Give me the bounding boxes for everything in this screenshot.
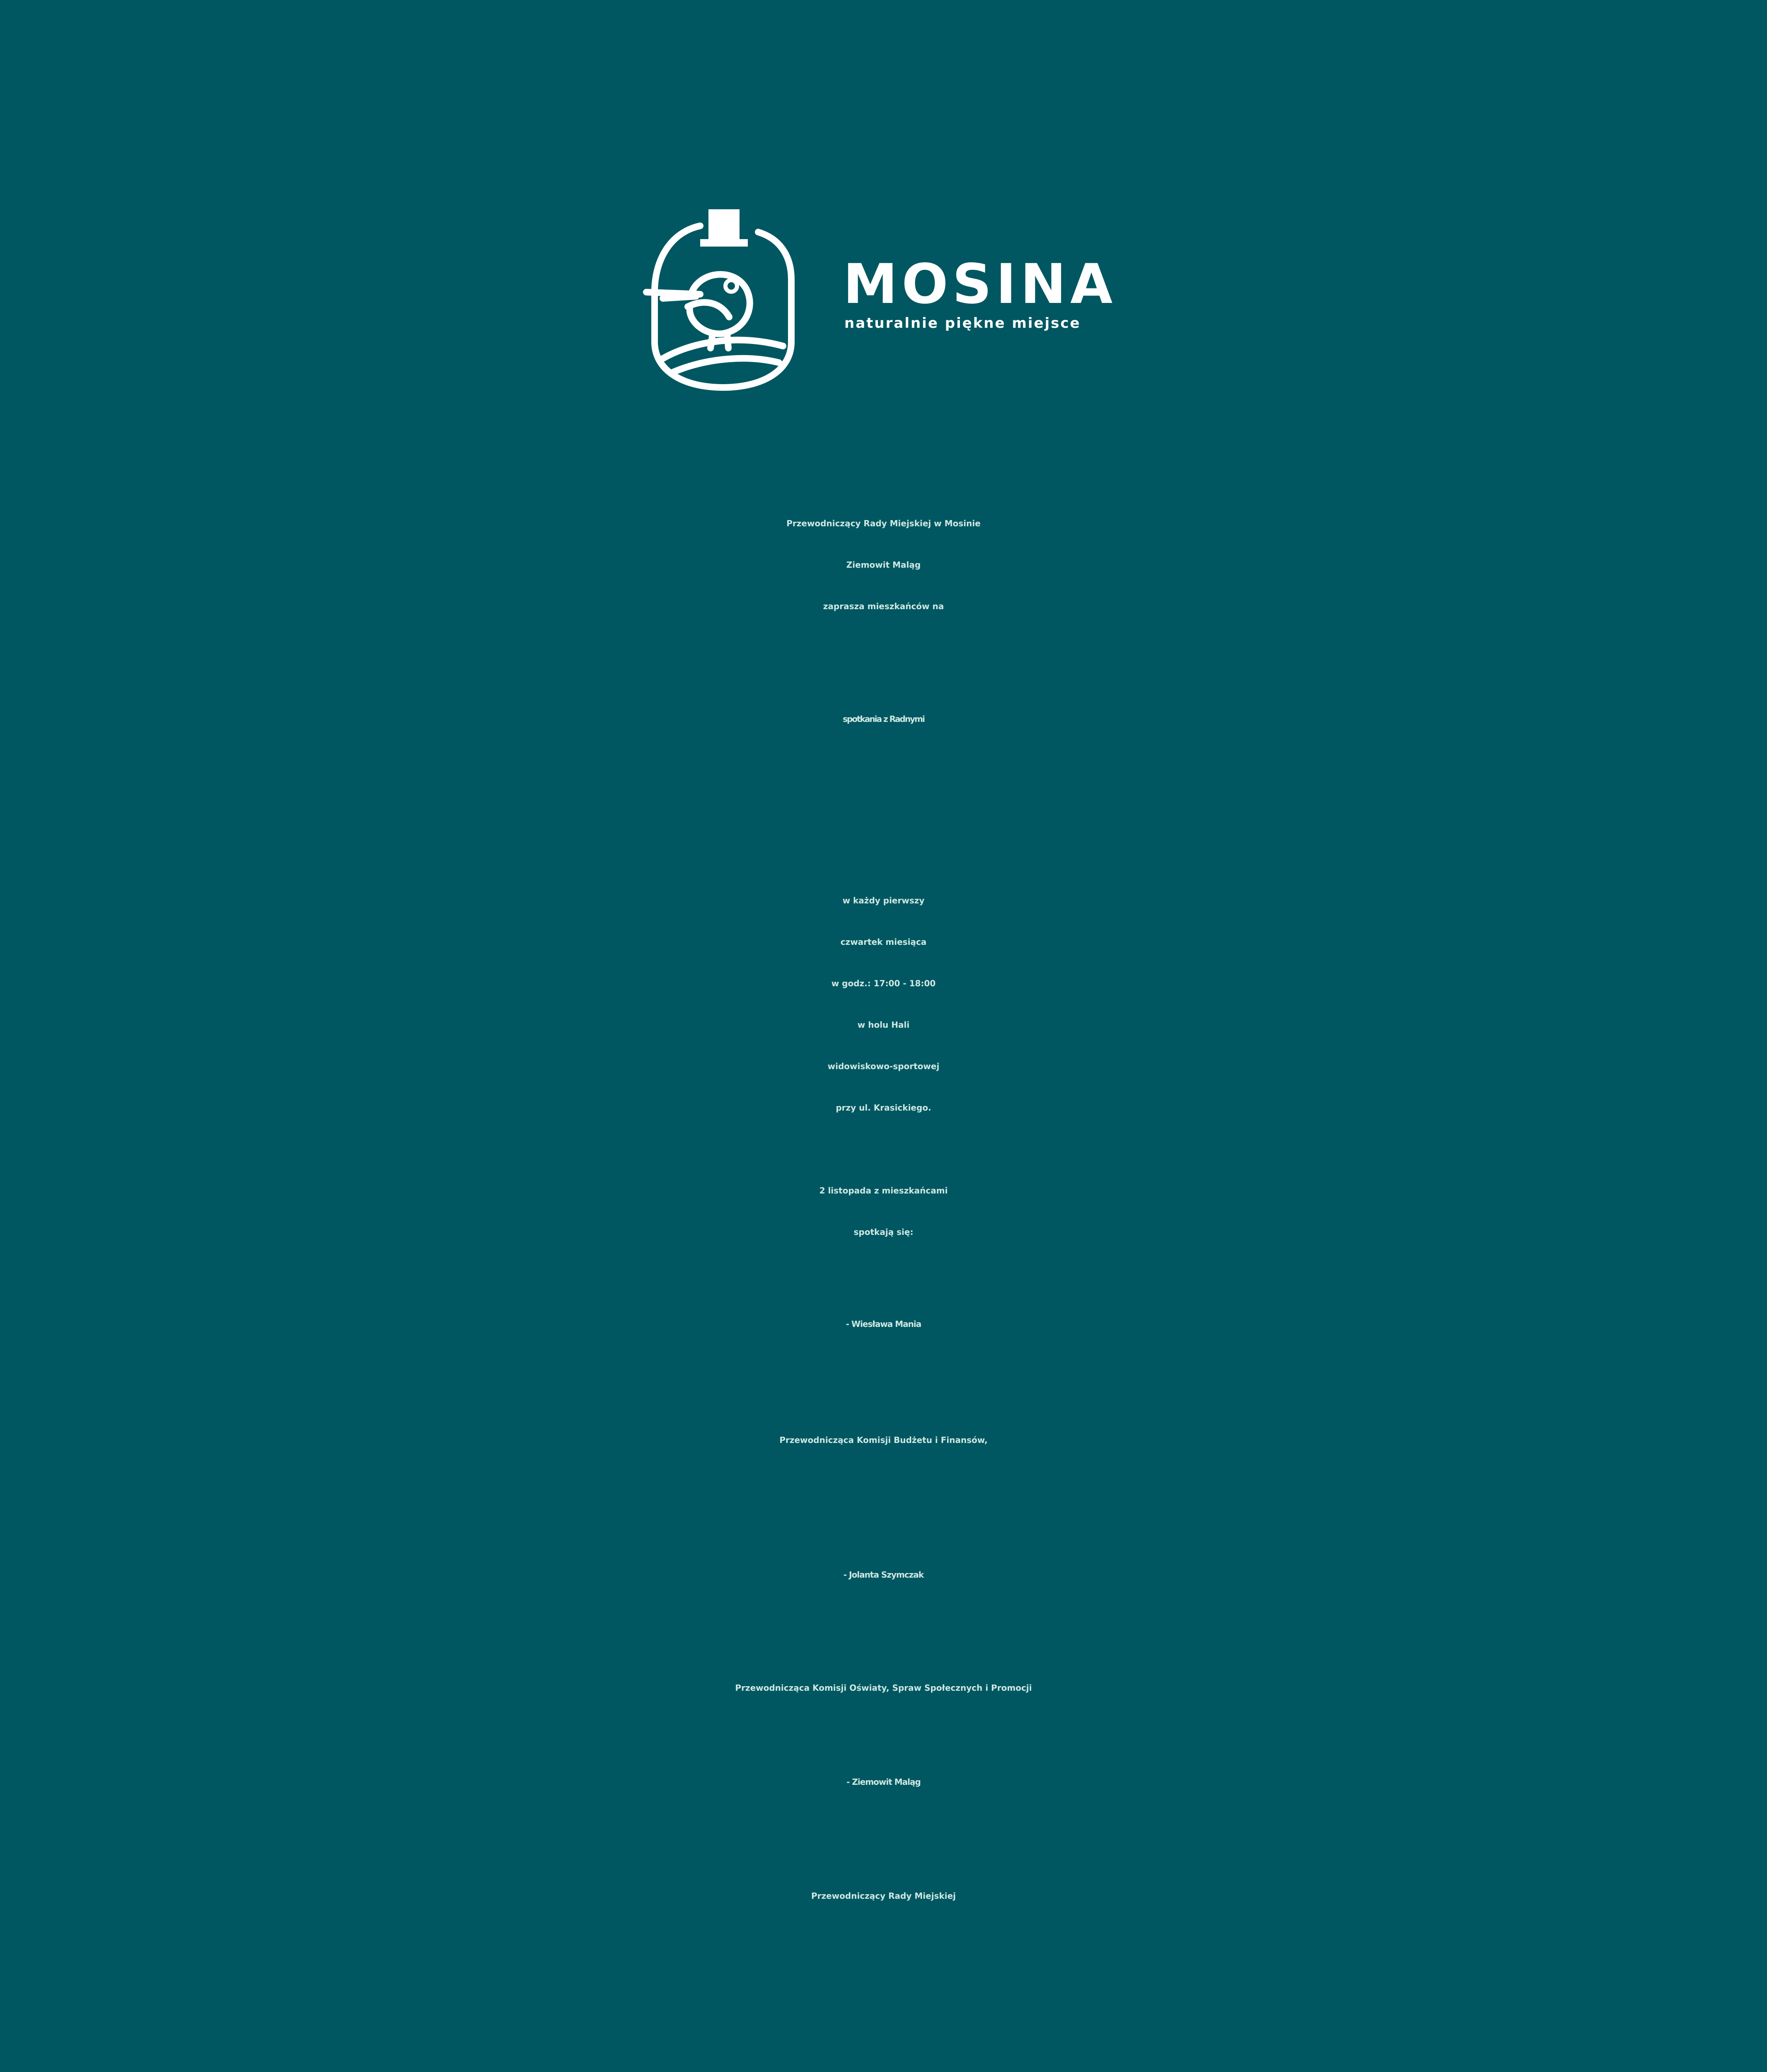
logo-wordmark: MOSINA — [843, 252, 1117, 316]
bird-with-top-hat-icon — [638, 209, 812, 392]
councillor-role: Przewodniczący Rady Miejskiej — [811, 1891, 956, 1901]
councillor-name: - Jolanta Szymczak — [843, 1570, 924, 1580]
logo-tagline: naturalnie piękne miejsce — [844, 315, 1081, 332]
councillor-name: - Wiesława Mania — [846, 1319, 921, 1329]
intro-line-2: Ziemowit Maląg — [846, 560, 921, 570]
schedule-line: widowiskowo-sportowej — [827, 1061, 940, 1071]
intro-line-3: zaprasza mieszkańców na — [823, 601, 944, 611]
headline: spotkania z Radnymi — [843, 714, 924, 724]
mosina-logo — [638, 209, 1131, 392]
schedule-line: czwartek miesiąca — [840, 937, 927, 947]
meeting-line-1: 2 listopada z mieszkańcami — [819, 1186, 948, 1196]
councillor-role: Przewodnicząca Komisji Budżetu i Finansów, — [779, 1435, 988, 1445]
intro-line-1: Przewodniczący Rady Miejskiej w Mosinie — [786, 518, 981, 528]
schedule-line: w każdy pierwszy — [842, 896, 925, 905]
schedule-line: w godz.: 17:00 - 18:00 — [831, 978, 936, 988]
councillor-role: Przewodnicząca Komisji Oświaty, Spraw Społecznych i Promocji — [735, 1683, 1032, 1693]
schedule-line: w holu Hali — [857, 1020, 910, 1030]
meeting-line-2: spotkają się: — [853, 1227, 914, 1237]
schedule-line: przy ul. Krasickiego. — [836, 1103, 931, 1113]
councillor-name: - Ziemowit Maląg — [846, 1777, 921, 1787]
